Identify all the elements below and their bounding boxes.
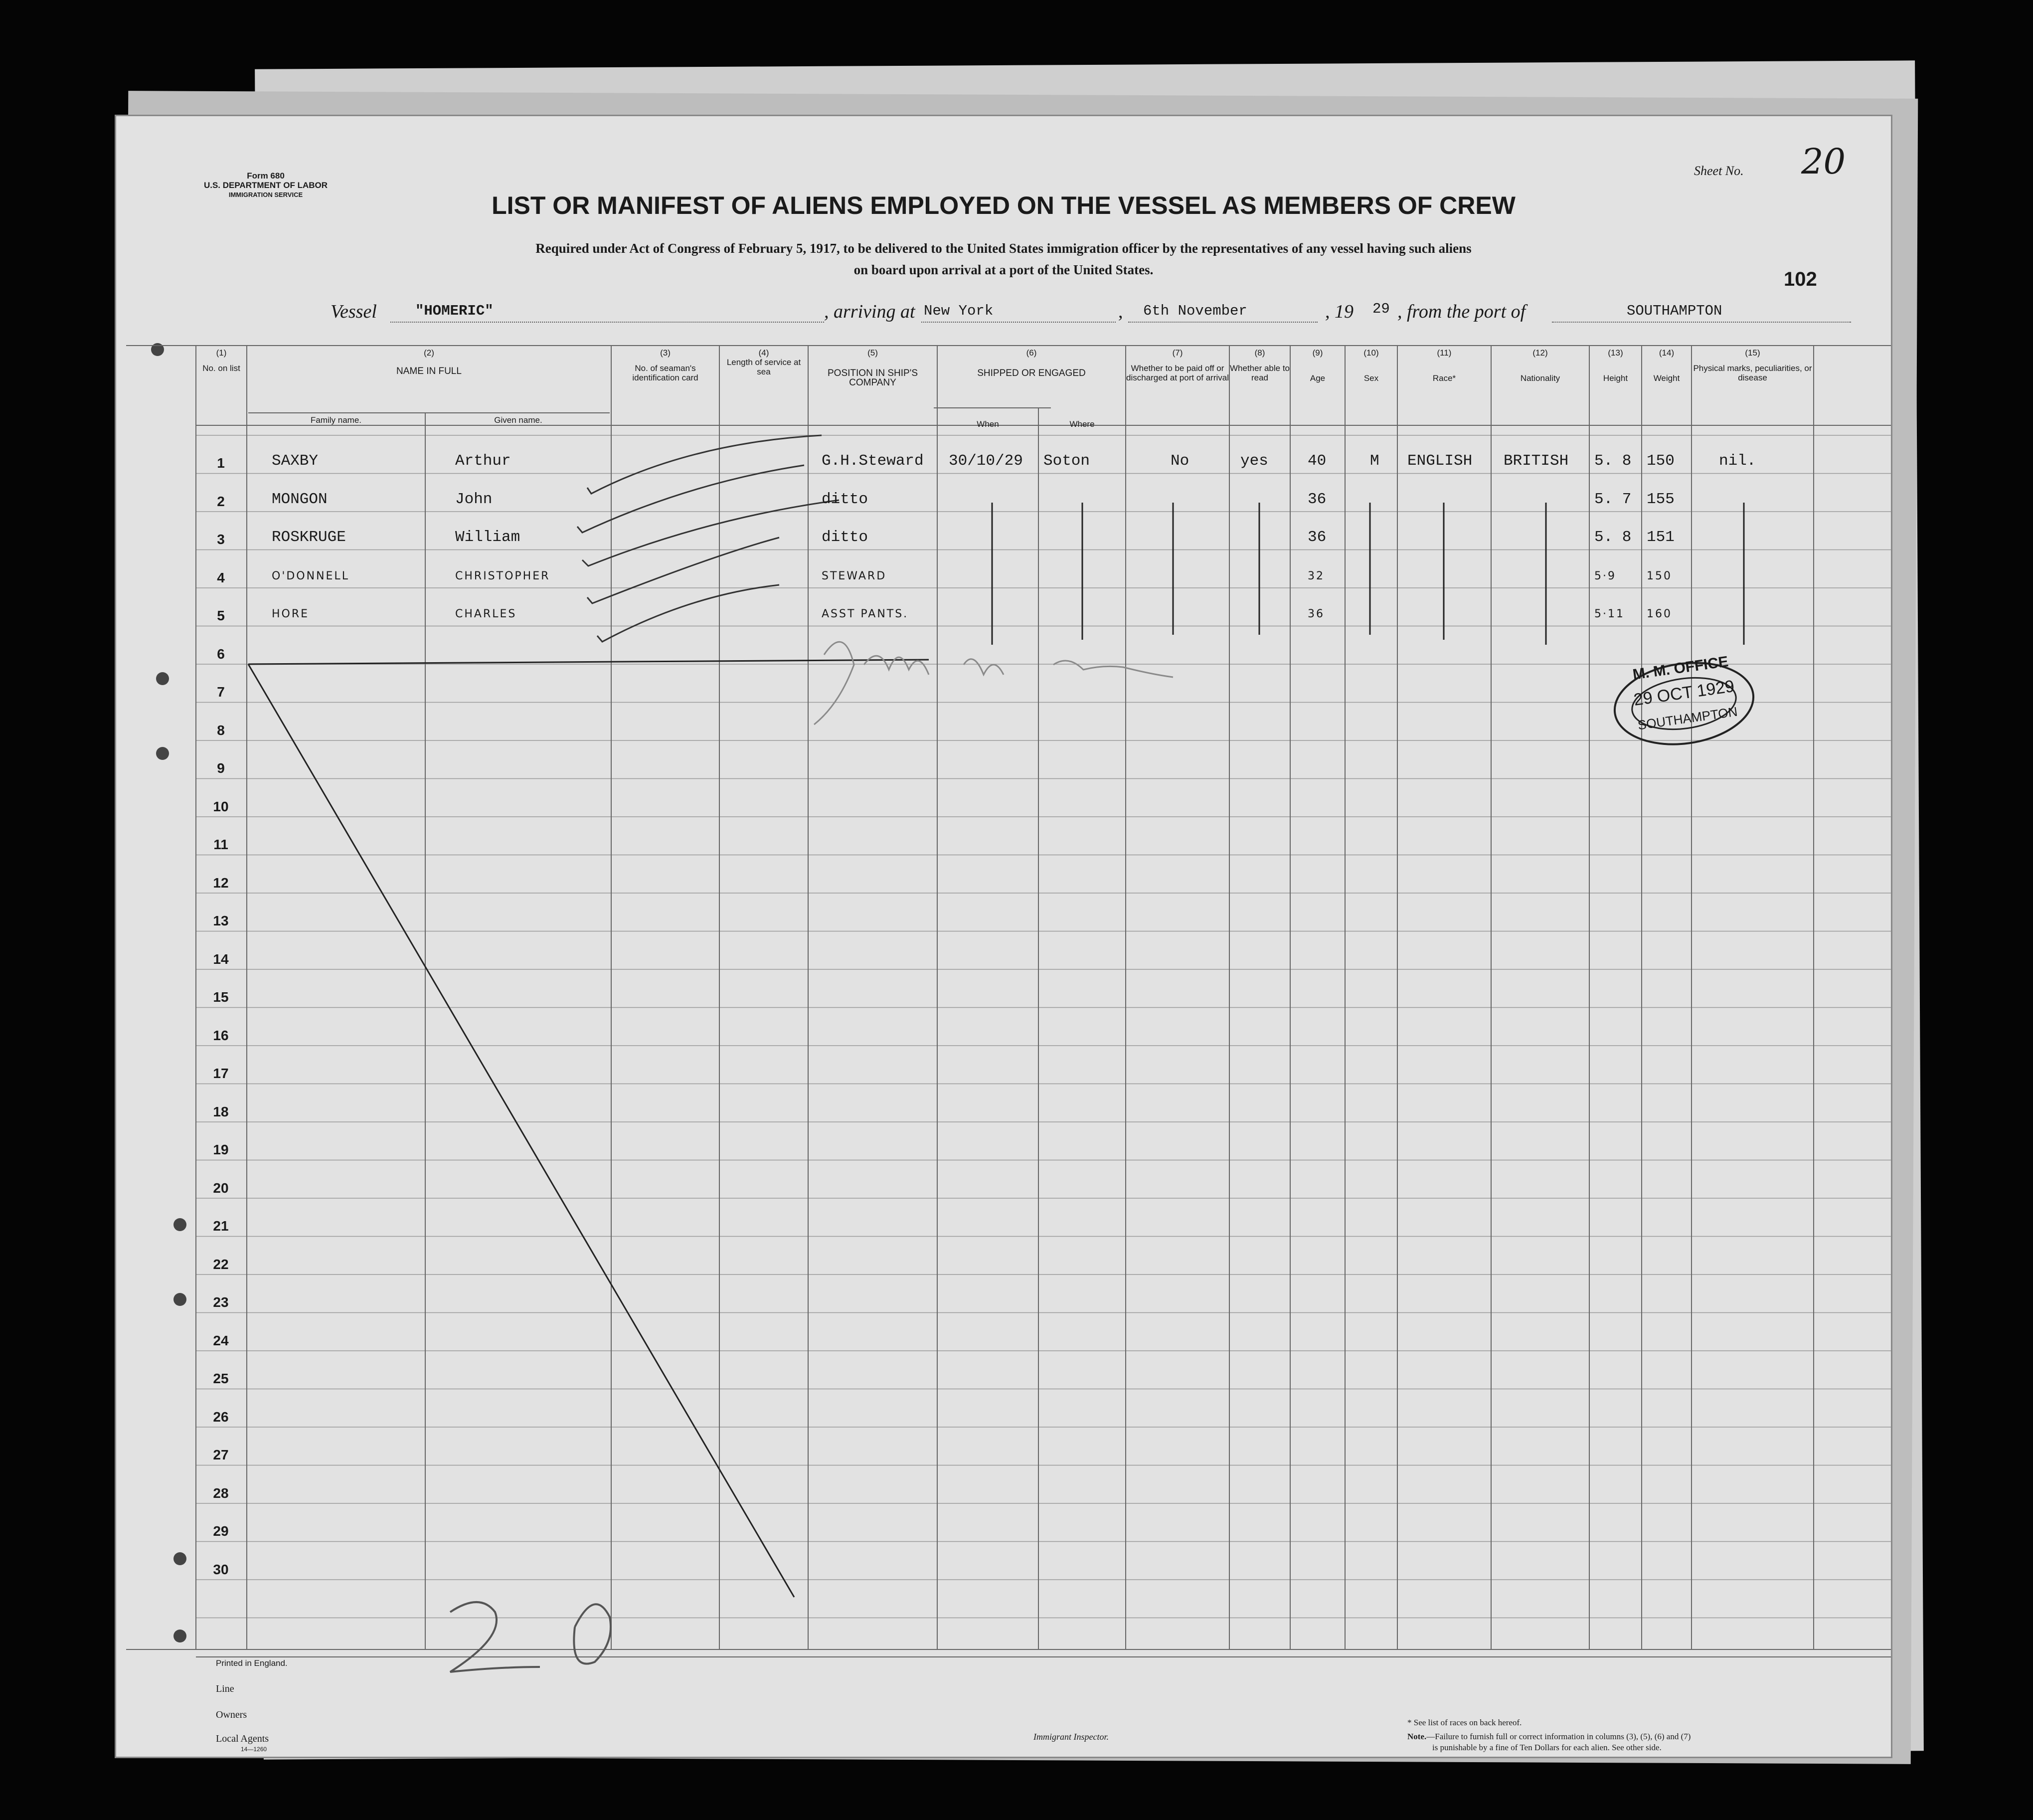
row-number: 18 [213, 1103, 229, 1119]
age: 32 [1308, 569, 1325, 582]
col-sex: Sex [1363, 373, 1379, 383]
from-port: SOUTHAMPTON [1627, 303, 1722, 319]
given-name: William [455, 529, 520, 546]
row-number: 17 [213, 1066, 229, 1081]
column-headers: (1) No. on list (2) NAME IN FULL Family name. Given name. (3) No. of seaman's identification card (4) Length of service at sea (5) POSITION IN SHIP'S COMPANY (6) SHIPPED OR ENGAGED When Where (7) Whether to be paid off or discharged at port of arrival (8) Whether able to read (9) Age (10) Sex (11) Race* (12) Nationality (13) Height (14) Weight (15) Physical marks, peculiarities, or disease [116, 346, 1891, 425]
stamp-date: 29 OCT 1929 [1632, 677, 1736, 710]
height: 5. 7 [1594, 490, 1632, 508]
page-number: 102 [1784, 268, 1817, 290]
col-age: Age [1310, 373, 1326, 383]
footer-code: 14—1260 [241, 1746, 267, 1753]
col-number: No. on list [202, 364, 240, 373]
col-shipped: SHIPPED OR ENGAGED [977, 368, 1086, 378]
position: STEWARD [822, 569, 887, 582]
year-prefix: , 19 [1325, 301, 1354, 322]
row-number: 27 [213, 1447, 229, 1462]
age: 36 [1308, 529, 1327, 546]
footer-owners-label: Owners [216, 1709, 247, 1720]
family-name: ROSKRUGE [272, 529, 346, 546]
shipped-where: Soton [1043, 452, 1090, 470]
weight: 160 [1647, 608, 1672, 620]
age: 40 [1308, 452, 1327, 470]
vessel-name: "HOMERIC" [415, 303, 494, 319]
department: U.S. DEPARTMENT OF LABOR [203, 181, 328, 190]
stamp-office: M. M. OFFICE [1631, 653, 1729, 683]
position: ditto [822, 490, 868, 508]
col-where: Where [1069, 419, 1095, 429]
col-id-card: No. of seaman's identification card [632, 364, 698, 382]
printed-note: Printed in England. [216, 1658, 288, 1668]
col-name-full: NAME IN FULL [396, 366, 462, 376]
paid-off: No [1171, 452, 1189, 470]
row-number: 11 [213, 837, 228, 852]
height: 5. 8 [1594, 452, 1632, 470]
weight: 150 [1647, 452, 1675, 470]
weight: 155 [1647, 490, 1675, 508]
height: 5·9 [1594, 569, 1616, 582]
voyage-line: Vessel "HOMERIC" , arriving at New York , 6th November , 19 29 , from the port of SOUTHAMPTON [331, 301, 1851, 326]
col-family-name: Family name. [310, 415, 362, 425]
races-note: * See list of races on back hereof. [1407, 1718, 1522, 1727]
given-name: Arthur [455, 452, 511, 470]
col-when: When [977, 419, 999, 429]
fine-note: Note.—Failure to furnish full or correct information in columns (3), (5), (6) and (7) [1407, 1732, 1691, 1741]
row-number: 19 [213, 1142, 229, 1157]
sheet-label: Sheet No. [1694, 164, 1744, 178]
row-number: 1 [217, 455, 225, 471]
subtitle-line2: on board upon arrival at a port of the United States. [853, 262, 1154, 277]
weight: 151 [1647, 529, 1675, 546]
family-name: O'DONNELL [272, 569, 349, 582]
row-number: 20 [213, 1180, 229, 1196]
row-number: 22 [213, 1256, 229, 1272]
given-name: CHRISTOPHER [455, 569, 550, 582]
col-race: Race* [1432, 373, 1456, 383]
col-position: POSITION IN SHIP'S COMPANY [828, 368, 918, 388]
col-nationality: Nationality [1520, 373, 1560, 383]
age: 36 [1308, 608, 1325, 620]
row-number: 29 [213, 1523, 229, 1539]
arriving-label: , arriving at [824, 301, 915, 322]
weight: 150 [1647, 569, 1672, 582]
arrival-date: 6th November [1143, 303, 1247, 319]
footer-agents-label: Local Agents [216, 1733, 269, 1744]
col-service-length: Length of service at sea [726, 358, 801, 376]
handwritten-sheet-number [455, 1607, 456, 1608]
given-name: John [455, 490, 493, 508]
family-name: HORE [272, 608, 310, 620]
height: 5. 8 [1594, 529, 1632, 546]
able-to-read: yes [1240, 452, 1268, 470]
row-number: 12 [213, 875, 229, 891]
year-suffix: 29 [1372, 301, 1390, 317]
row-number: 28 [213, 1485, 229, 1501]
age: 36 [1308, 490, 1327, 508]
row-number: 13 [213, 913, 229, 928]
from-label: , from the port of [1397, 301, 1526, 322]
page-title: LIST OR MANIFEST OF ALIENS EMPLOYED ON THE VESSEL AS MEMBERS OF CREW [492, 191, 1516, 219]
row-number: 26 [213, 1409, 229, 1425]
given-name: CHARLES [455, 608, 517, 620]
col-height: Height [1603, 373, 1628, 383]
row-number: 14 [213, 951, 229, 967]
footer-line-label: Line [216, 1683, 234, 1694]
col-physical-marks: Physical marks, peculiarities, or disease [1693, 364, 1812, 382]
fine-note-line2: is punishable by a fine of Ten Dollars for each alien. See other side. [1432, 1743, 1662, 1752]
row-number: 5 [217, 608, 225, 623]
nationality: BRITISH [1504, 452, 1569, 470]
manifest-sheet [115, 115, 1892, 1758]
service: IMMIGRATION SERVICE [228, 191, 303, 198]
row-number: 6 [217, 646, 225, 662]
row-number: 15 [213, 989, 229, 1005]
row-number: 23 [213, 1294, 229, 1310]
race: ENGLISH [1407, 452, 1473, 470]
sex: M [1370, 452, 1379, 470]
position: G.H.Steward [822, 452, 924, 470]
row-number: 30 [213, 1561, 229, 1577]
col-given-name: Given name. [494, 415, 542, 425]
row-number: 7 [217, 684, 225, 700]
row-number: 9 [217, 760, 225, 776]
family-name: SAXBY [272, 452, 319, 470]
row-number: 4 [217, 569, 225, 585]
family-name: MONGON [272, 490, 328, 508]
col-paid-off: Whether to be paid off or discharged at port of arrival [1126, 364, 1229, 382]
physical-marks: nil. [1719, 452, 1756, 470]
sheet-number: 20 [1801, 141, 1846, 182]
vessel-label: Vessel [331, 301, 377, 322]
stamp-port: SOUTHAMPTON [1637, 704, 1739, 733]
col-read: Whether able to read [1229, 364, 1290, 382]
position: ditto [822, 529, 868, 546]
form-number: Form 680 [247, 171, 285, 181]
row-number: 16 [213, 1027, 229, 1043]
arriving-port: New York [924, 303, 994, 319]
height: 5·11 [1594, 608, 1625, 620]
row-number: 2 [217, 493, 225, 509]
row-number: 10 [213, 798, 229, 814]
row-number: 25 [213, 1371, 229, 1386]
row-number: 8 [217, 722, 225, 738]
subtitle-line1: Required under Act of Congress of February 5, 1917, to be delivered to the United States immigration officer by the representatives of any vessel having such aliens [535, 241, 1472, 256]
position: ASST PANTS. [822, 608, 909, 620]
shipped-when: 30/10/29 [949, 452, 1023, 470]
row-number: 21 [213, 1218, 229, 1234]
col-weight: Weight [1653, 373, 1680, 383]
inspector-label: Immigrant Inspector. [1033, 1732, 1109, 1742]
row-number: 24 [213, 1332, 229, 1348]
row-number: 3 [217, 532, 225, 547]
